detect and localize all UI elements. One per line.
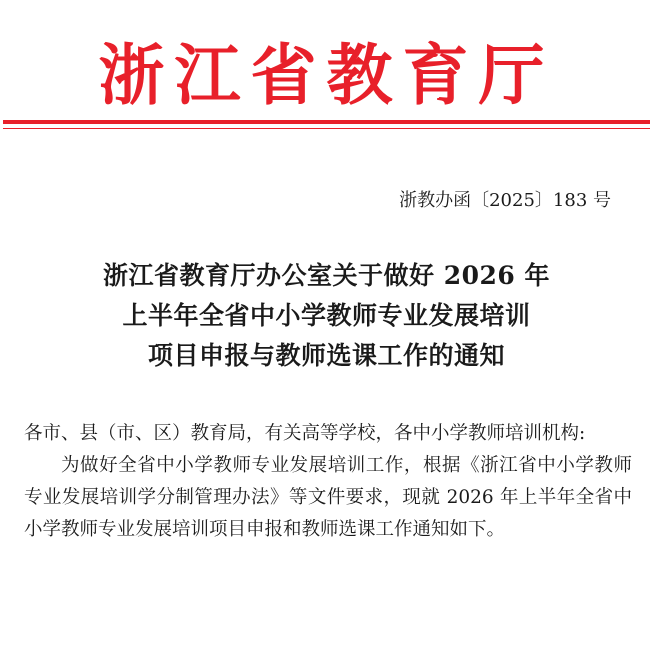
masthead-divider-thick bbox=[3, 120, 650, 124]
document-title bbox=[0, 256, 653, 376]
body-paragraph: 为做好全省中小学教师专业发展培训工作，根据《浙江省中小学教师专业发展培训学分制管理办法》等文件要求，现就 2026 年上半年全省中小学教师专业发展培训项目申报和教师选课工作通知如下。 bbox=[24, 455, 632, 540]
document-body bbox=[24, 418, 632, 546]
masthead-divider-thin bbox=[3, 128, 650, 129]
document-number: 浙教办函〔2025〕183 号 bbox=[399, 190, 611, 211]
title-line-3: 项目申报与教师选课工作的通知 bbox=[147, 341, 505, 370]
masthead-org-name: 浙江省教育厅 bbox=[98, 36, 555, 114]
title-line-2: 上半年全省中小学教师专业发展培训 bbox=[122, 301, 531, 330]
salutation: 各市、县（市、区）教育局，有关高等学校，各中小学教师培训机构: bbox=[24, 423, 586, 444]
title-line-1: 浙江省教育厅办公室关于做好 2026 年 bbox=[103, 261, 550, 290]
